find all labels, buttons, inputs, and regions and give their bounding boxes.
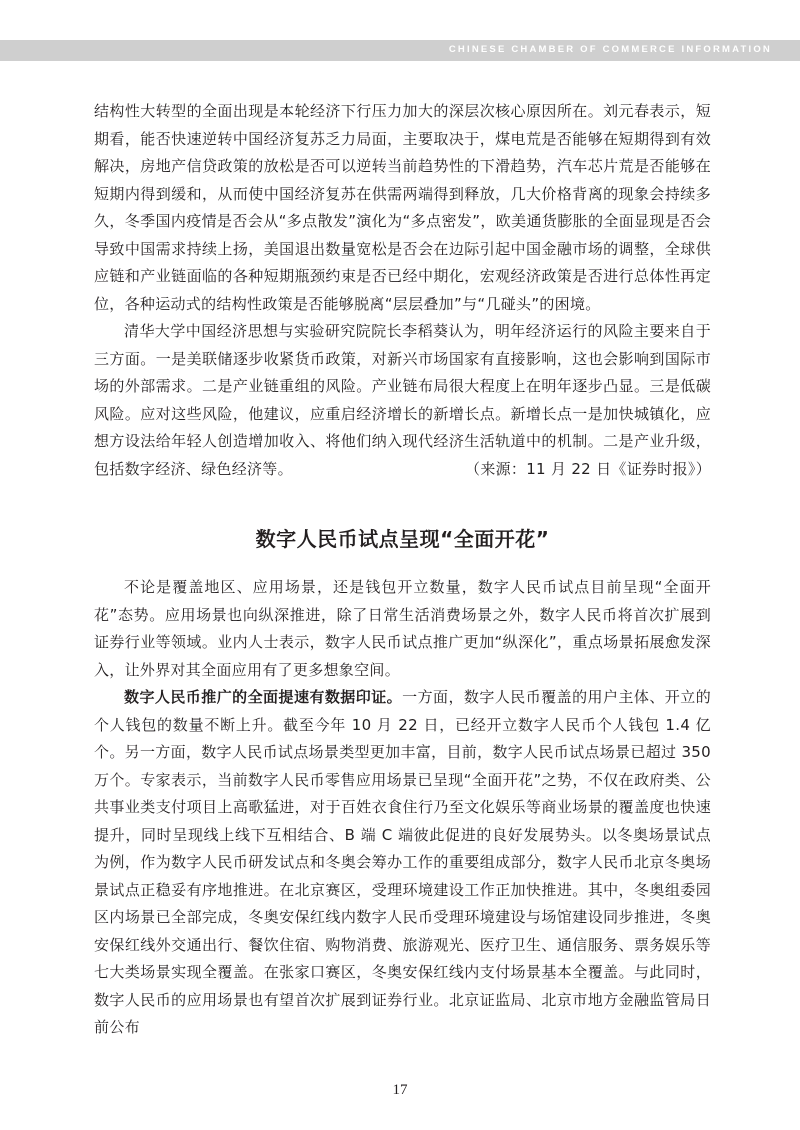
article2-paragraph-2-lead: 数字人民币推广的全面提速有数据印证。: [124, 688, 403, 706]
article2-title: 数字人民币试点呈现“全面开花”: [255, 527, 550, 551]
header-title: CHINESE CHAMBER OF COMMERCE INFORMATION: [448, 44, 772, 55]
article2-paragraph-2: [94, 684, 711, 1042]
article1-paragraph-2: [94, 318, 711, 483]
article1-paragraph-1: 结构性大转型的全面出现是本轮经济下行压力加大的深层次核心原因所在。刘元春表示，短期看，能否快速逆转中国经济复苏乏力局面，主要取决于，煤电荒是否能够在短期得到有效解决，房地产信贷政策的放松是否可以逆转当前趋势性的下滑趋势，汽车芯片荒是否能够在短期内得到缓和，从而使中国经济复苏在供需两端得到释放，几大价格背离的现象会持续多久，冬季国内疫情是否会从“多点散发”演化为“多点密发”，欧美通货膨胀的全面显现是否会导致中国需求持续上扬，美国退出数量宽松是否会在边际引起中国金融市场的调整，全球供应链和产业链面临的各种短期瓶颈约束是否已经中期化，宏观经济政策是否进行总体性再定位，各种运动式的结构性政策是否能够脱离“层层叠加”与“几碰头”的困境。: [94, 102, 712, 313]
page-content: [94, 98, 711, 1042]
page-number: 17: [392, 1082, 408, 1098]
article2-paragraph-2-body: 一方面，数字人民币覆盖的用户主体、开立的个人钱包的数量不断上升。截至今年 10 月 22 日，已经开立数字人民币个人钱包 1.4 亿个。另一方面，数字人民币试点场景类型更加丰富，目前，数字人民币试点场景已超过 350 万个。专家表示，当前数字人民币零售应用场景已呈现“全面开花”之势，不仅在政府类、公共事业类支付项目上高歌猛进，对于百姓衣食住行乃至文化娱乐等商业场景的覆盖度也快速提升，同时呈现线上线下互相结合、B 端 C 端彼此促进的良好发展势头。以冬奥场景试点为例，作为数字人民币研发试点和冬奥会筹办工作的重要组成部分，数字人民币北京冬奥场景试点正稳妥有序地推进。在北京赛区，受理环境建设工作正加快推进。其中，冬奥组委园区内场景已全部完成，冬奥安保红线内数字人民币受理环境建设与场馆建设同步推进，冬奥安保红线外交通出行、餐饮住宿、购物消费、旅游观光、医疗卫生、通信服务、票务娱乐等七大类场景实现全覆盖。在张家口赛区，冬奥安保红线内支付场景基本全覆盖。与此同时，数字人民币的应用场景也有望首次扩展到证券行业。北京证监局、北京市地方金融监管局日前公布: [94, 688, 711, 1036]
article1-paragraph-2-text: 清华大学中国经济思想与实验研究院院长李稻葵认为，明年经济运行的风险主要来自于三方面。一是美联储逐步收紧货币政策，对新兴市场国家有直接影响，这也会影响到国际市场的外部需求。二是产业链重组的风险。产业链布局很大程度上在明年逐步凸显。三是低碳风险。应对这些风险，他建议，应重启经济增长的新增长点。新增长点一是加快城镇化，应想方设法给年轻人创造增加收入、将他们纳入现代经济生活轨道中的机制。二是产业升级，包括数字经济、绿色经济等。: [94, 322, 711, 478]
article1-source: （来源：11 月 22 日《证券时报》）: [465, 459, 711, 478]
article2-paragraph-1: 不论是覆盖地区、应用场景，还是钱包开立数量，数字人民币试点目前呈现“全面开花”态势。应用场景也向纵深推进，除了日常生活消费场景之外，数字人民币将首次扩展到证券行业等领域。业内人士表示，数字人民币试点推广更加“纵深化”，重点场景拓展愈发深入，让外界对其全面应用有了更多想象空间。: [94, 578, 711, 679]
